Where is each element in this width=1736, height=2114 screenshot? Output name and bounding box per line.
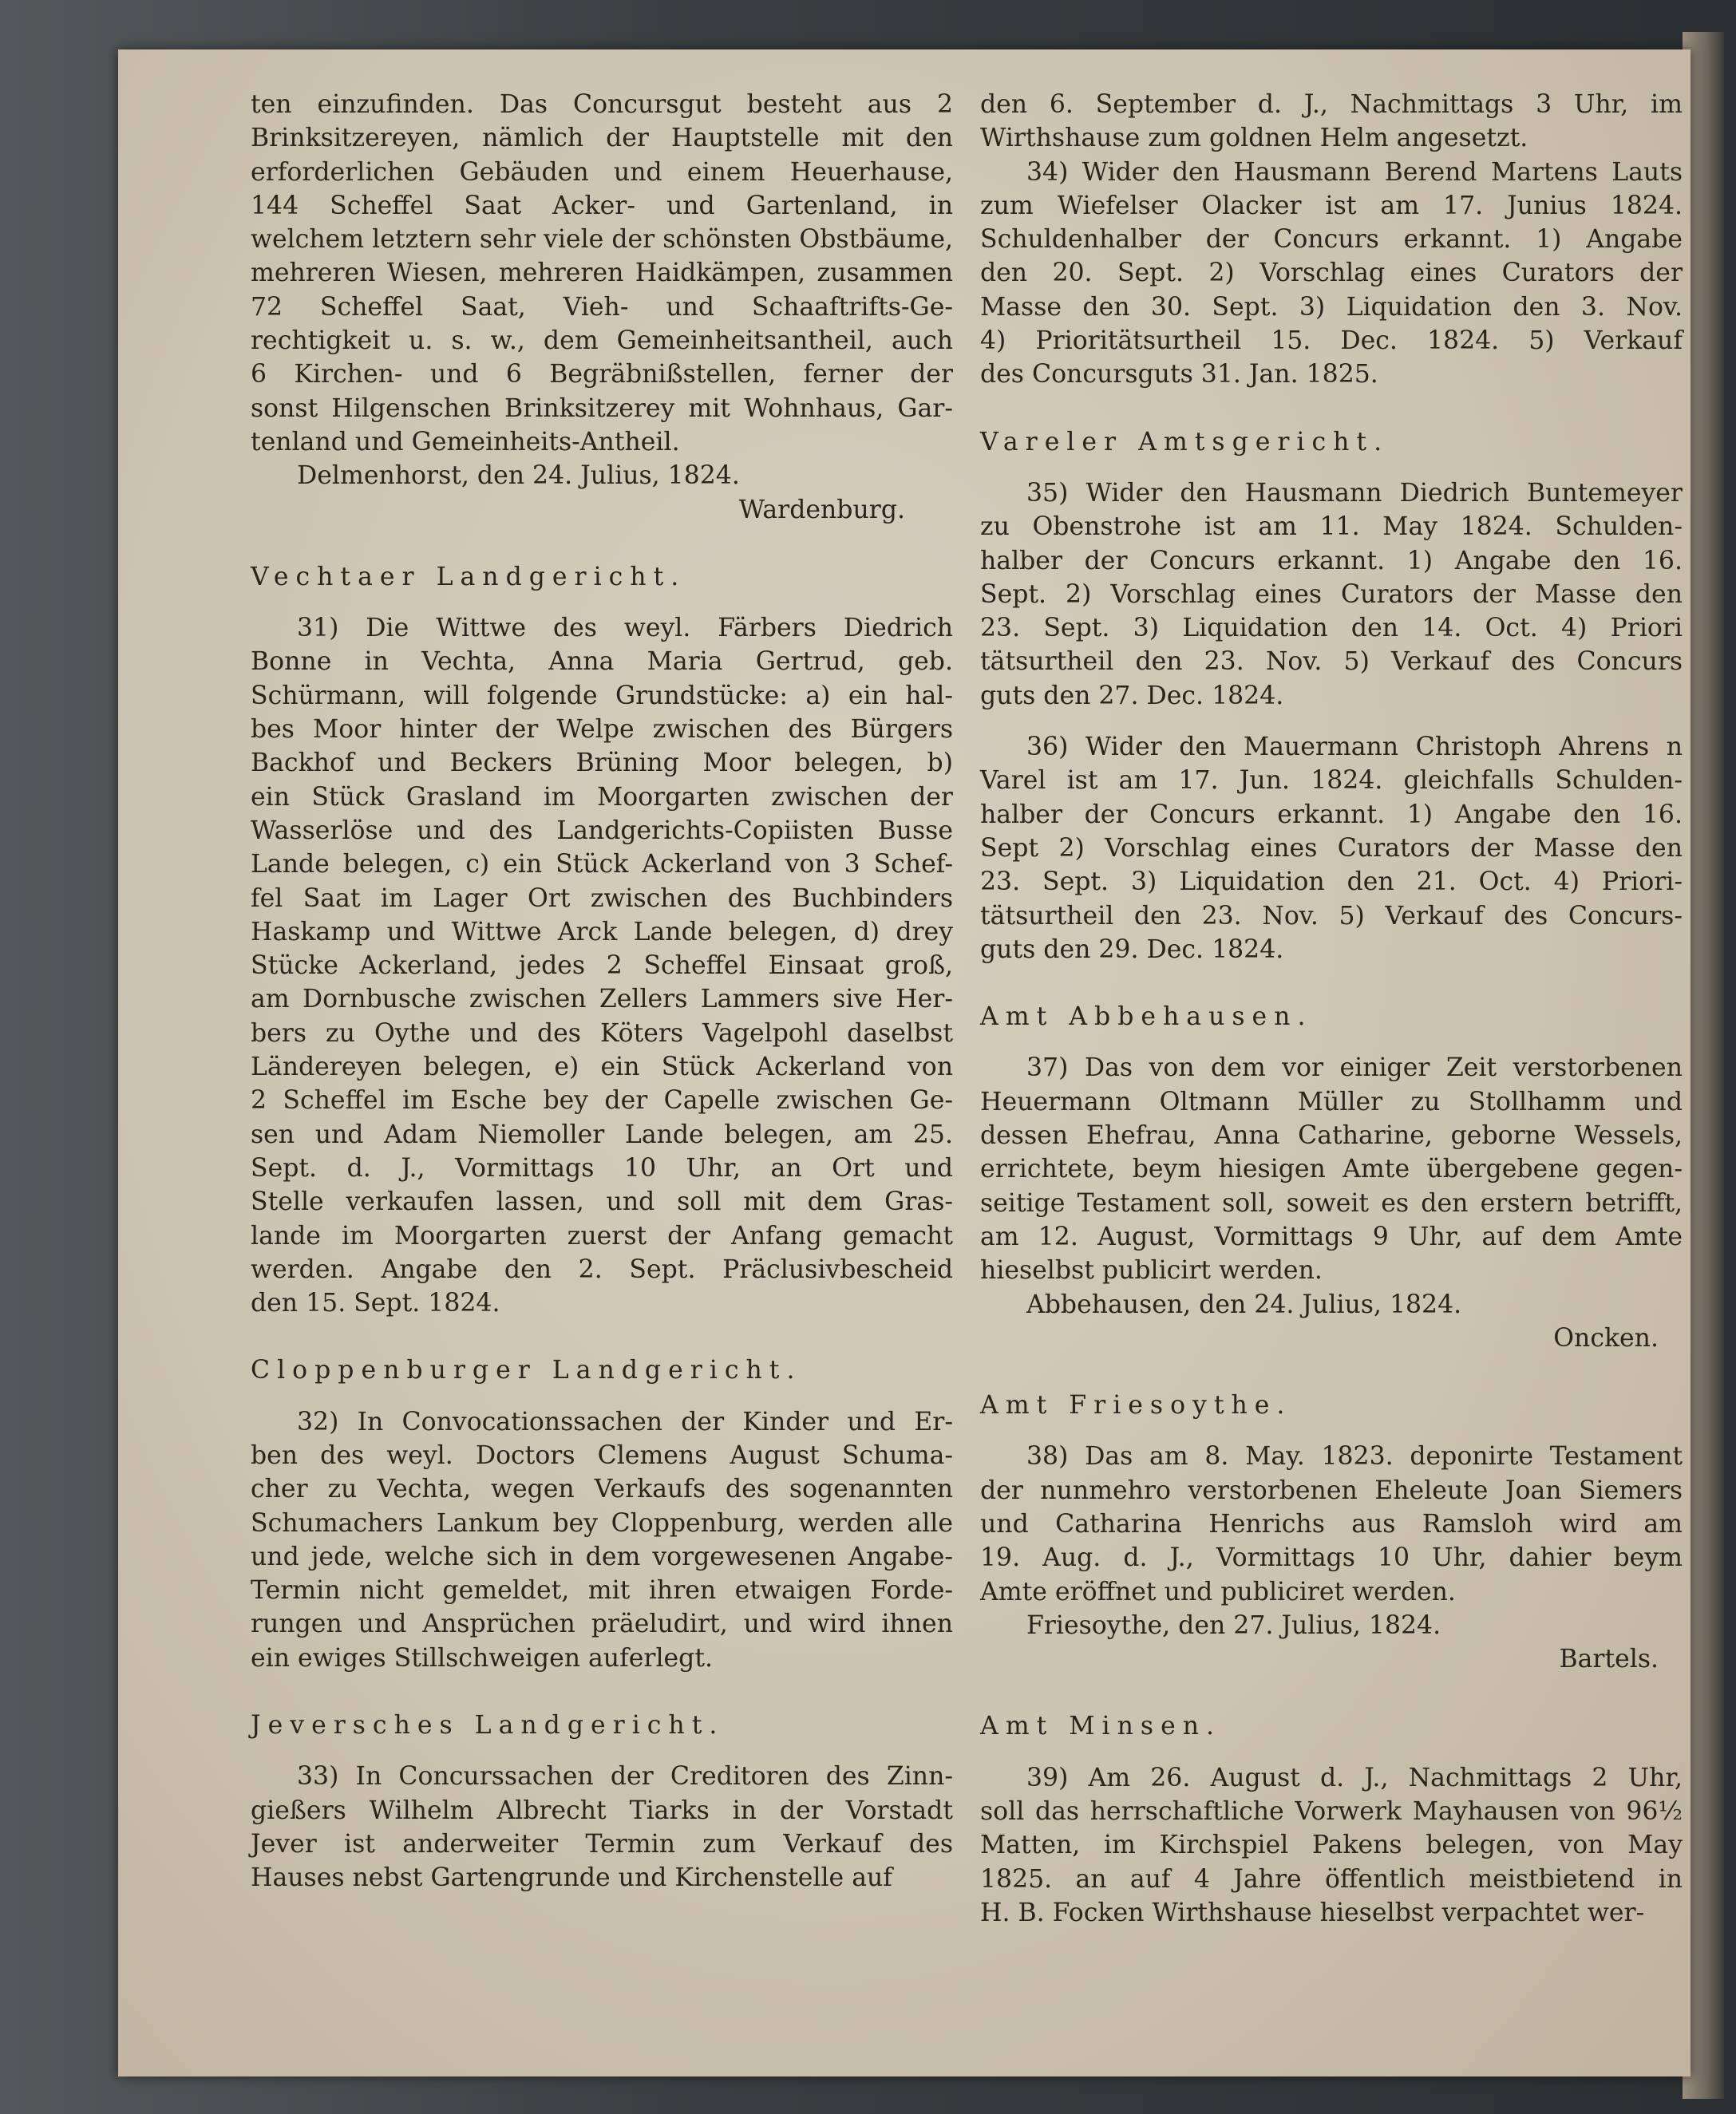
continued-entry (980, 88, 1683, 156)
text-line: Lande belegen, c) ein Stück Ackerland von 3 Schef- (251, 850, 953, 879)
text-line: am 12. August, Vormittags 9 Uhr, auf dem Amte (980, 1222, 1683, 1251)
text-line: Haskamp und Wittwe Arck Lande belegen, d) drey (251, 917, 953, 946)
text-line: halber der Concurs erkannt. 1) Angabe den 16. (980, 546, 1683, 575)
dateline: Abbehausen, den 24. Julius, 1824. (1026, 1290, 1462, 1319)
text-line: den 20. Sept. 2) Vorschlag eines Curators der (980, 259, 1683, 288)
section-heading-cloppenburg: Cloppenburger Landgericht. (251, 1356, 802, 1385)
entry-37 (980, 1051, 1683, 1287)
entry-39 (980, 1761, 1683, 1930)
right-column (980, 88, 1683, 1930)
text-line: guts den 29. Dec. 1824. (980, 935, 1284, 964)
text-line: Sept 2) Vorschlag eines Curators der Masse den (980, 833, 1683, 863)
text-line: 72 Scheffel Saat, Vieh- und Schaaftrifts-Ge- (251, 292, 953, 322)
text-line: Schumachers Lankum bey Cloppenburg, werden alle (251, 1508, 953, 1538)
entry-34 (980, 156, 1683, 392)
text-line: ben des weyl. Doctors Clemens August Schuma- (251, 1440, 953, 1470)
text-line: tätsurtheil den 23. Nov. 5) Verkauf des Concurs (980, 647, 1683, 677)
text-line: Wasserlöse und des Landgerichts-Copiisten Busse (251, 816, 953, 845)
text-line: bes Moor hinter der Welpe zwischen des Bürgers (251, 715, 953, 745)
text-line: Amte eröffnet und publiciret werden. (980, 1577, 1456, 1606)
text-line: Masse den 30. Sept. 3) Liquidation den 3. Nov. (980, 292, 1683, 322)
text-line: ein Stück Grasland im Moorgarten zwischen der (251, 782, 953, 812)
text-line: 23. Sept. 3) Liquidation den 21. Oct. 4) Priori- (980, 867, 1683, 897)
text-line: Termin nicht gemeldet, mit ihren etwaigen Forde- (251, 1576, 953, 1606)
text-line: den 6. September d. J., Nachmittags 3 Uhr, im (980, 90, 1683, 119)
entry-36 (980, 730, 1683, 966)
left-column (251, 88, 953, 1895)
text-line: 23. Sept. 3) Liquidation den 14. Oct. 4) Priori (980, 614, 1683, 643)
text-line: Stelle verkaufen lassen, und soll mit dem Gras- (251, 1187, 953, 1217)
text-line: rungen und Ansprüchen präeludirt, und wird ihnen (251, 1610, 953, 1639)
text-line: Brinksitzereyen, nämlich der Hauptstelle mit den (251, 124, 953, 153)
text-line: erforderlichen Gebäuden und einem Heuerhause, (251, 157, 953, 187)
text-line: mehreren Wiesen, mehreren Haidkämpen, zusammen (251, 259, 953, 288)
text-line: sen und Adam Niemoller Lande belegen, am 25. (251, 1120, 953, 1149)
text-line: fel Saat im Lager Ort zwischen des Buchbinders (251, 883, 953, 913)
section-heading-friesoythe: Amt Friesoythe. (980, 1391, 1292, 1421)
text-line: soll das herrschaftliche Vorwerk Mayhausen von 96½ (980, 1797, 1683, 1827)
text-line: zu Obenstrohe ist am 11. May 1824. Schulden- (980, 512, 1683, 542)
text-line: Ländereyen belegen, e) ein Stück Ackerland von (251, 1053, 953, 1082)
text-line: 31) Die Wittwe des weyl. Färbers Diedrich (297, 614, 953, 643)
text-line: des Concursguts 31. Jan. 1825. (980, 360, 1378, 389)
text-line: errichtete, beym hiesigen Amte übergebene gegen- (980, 1155, 1683, 1184)
text-line: rechtigkeit u. s. w., dem Gemeinheitsantheil, auch (251, 326, 953, 356)
text-line: den 15. Sept. 1824. (251, 1289, 500, 1318)
text-line: Varel ist am 17. Jun. 1824. gleichfalls Schulden- (980, 766, 1683, 796)
text-line: Backhof und Beckers Brüning Moor belegen, b) (251, 749, 953, 778)
section-heading-minsen: Amt Minsen. (980, 1712, 1222, 1741)
text-line: am Dornbusche zwischen Zellers Lammers sive Her- (251, 985, 953, 1014)
dateline: Friesoythe, den 27. Julius, 1824. (1026, 1610, 1441, 1640)
entry-31 (251, 611, 953, 1320)
entry-35 (980, 476, 1683, 713)
signature: Oncken. (1553, 1323, 1659, 1353)
text-line: tenland und Gemeinheits-Antheil. (251, 427, 680, 456)
signature: Wardenburg. (738, 495, 905, 524)
text-line: Hauses nebst Gartengrunde und Kirchenstelle auf (251, 1863, 892, 1893)
text-line: Schürmann, will folgende Grundstücke: a) ein hal- (251, 681, 953, 710)
text-line: 35) Wider den Hausmann Diedrich Buntemeyer (1026, 478, 1683, 508)
text-line: Schuldenhalber der Concurs erkannt. 1) Angabe (980, 225, 1683, 255)
text-line: ten einzufinden. Das Concursgut besteht aus 2 (251, 90, 953, 119)
text-line: 144 Scheffel Saat Acker- und Gartenland, in (251, 191, 953, 220)
text-line: Sept. 2) Vorschlag eines Curators der Masse den (980, 579, 1683, 609)
text-line: 1825. an auf 4 Jahre öffentlich meistbietend in (980, 1864, 1683, 1894)
text-line: Wirthshause zum goldnen Helm angesetzt. (980, 124, 1528, 153)
text-line: 32) In Convocationssachen der Kinder und Er- (297, 1407, 953, 1436)
text-line: 2 Scheffel im Esche bey der Capelle zwischen Ge- (251, 1086, 953, 1116)
text-line: der nunmehro verstorbenen Eheleute Joan Siemers (980, 1476, 1683, 1505)
text-line: 19. Aug. d. J., Vormittags 10 Uhr, dahier beym (980, 1543, 1683, 1573)
text-line: tätsurtheil den 23. Nov. 5) Verkauf des Concurs- (980, 901, 1683, 931)
section-heading-vechta: Vechtaer Landgericht. (251, 562, 686, 591)
text-line: bers zu Oythe und des Köters Vagelpohl daselbst (251, 1018, 953, 1048)
text-line: halber der Concurs erkannt. 1) Angabe den 16. (980, 800, 1683, 829)
text-line: Heuermann Oltmann Müller zu Stollhamm und (980, 1087, 1683, 1116)
entry-32 (251, 1405, 953, 1675)
text-line: 39) Am 26. August d. J., Nachmittags 2 Uhr, (1026, 1763, 1683, 1792)
text-line: lande im Moorgarten zuerst der Anfang gemacht (251, 1221, 953, 1251)
text-line: 6 Kirchen- und 6 Begräbnißstellen, ferner der (251, 360, 953, 389)
text-line: 4) Prioritätsurtheil 15. Dec. 1824. 5) Verkauf (980, 326, 1683, 356)
text-line: cher zu Vechta, wegen Verkaufs des sogenannten (251, 1475, 953, 1504)
section-heading-varel: Vareler Amtsgericht. (980, 427, 1390, 456)
text-line: Sept. d. J., Vormittags 10 Uhr, an Ort und (251, 1153, 953, 1183)
text-line: Stücke Ackerland, jedes 2 Scheffel Einsaat groß, (251, 951, 953, 981)
text-line: 36) Wider den Mauermann Christoph Ahrens n (1026, 733, 1683, 762)
entry-38 (980, 1440, 1683, 1608)
section-heading-abbehausen: Amt Abbehausen. (980, 1002, 1313, 1032)
text-line: welchem letztern sehr viele der schönsten Obstbäume, (251, 225, 953, 255)
section-heading-jever: Jeversches Landgericht. (251, 1711, 725, 1741)
text-line: und Catharina Henrichs aus Ramsloh wird am (980, 1509, 1683, 1539)
text-line: hieselbst publicirt werden. (980, 1256, 1323, 1286)
text-line: 34) Wider den Hausmann Berend Martens Lauts (1026, 157, 1683, 187)
text-line: sonst Hilgenschen Brinksitzerey mit Wohnhaus, Gar- (251, 393, 953, 423)
text-line: H. B. Focken Wirthshause hieselbst verpachtet wer- (980, 1898, 1645, 1927)
dateline: Delmenhorst, den 24. Julius, 1824. (297, 461, 740, 491)
text-line: 38) Das am 8. May. 1823. deponirte Testament (1026, 1442, 1683, 1472)
signature: Bartels. (1559, 1645, 1659, 1674)
entry-33 (251, 1760, 953, 1895)
continued-entry (251, 88, 953, 459)
text-line: Bonne in Vechta, Anna Maria Gertrud, geb. (251, 647, 953, 677)
text-line: zum Wiefelser Olacker ist am 17. Junius 1824. (980, 191, 1683, 220)
text-line: Matten, im Kirchspiel Pakens belegen, von May (980, 1831, 1683, 1860)
text-line: Jever ist anderweiter Termin zum Verkauf des (251, 1829, 953, 1859)
text-line: gießers Wilhelm Albrecht Tiarks in der Vorstadt (251, 1796, 953, 1825)
text-line: guts den 27. Dec. 1824. (980, 681, 1284, 710)
text-line: dessen Ehefrau, Anna Catharine, geborne Wessels, (980, 1121, 1683, 1151)
text-line: und jede, welche sich in dem vorgewesenen Angabe- (251, 1542, 953, 1571)
text-line: ein ewiges Stillschweigen auferlegt. (251, 1643, 713, 1673)
text-line: seitige Testament soll, soweit es den erstern betrifft, (980, 1188, 1683, 1218)
text-line: 37) Das von dem vor einiger Zeit verstorbenen (1026, 1053, 1683, 1083)
text-line: 33) In Concurssachen der Creditoren des Zinn- (297, 1762, 953, 1792)
text-line: werden. Angabe den 2. Sept. Präclusivbescheid (251, 1255, 953, 1284)
